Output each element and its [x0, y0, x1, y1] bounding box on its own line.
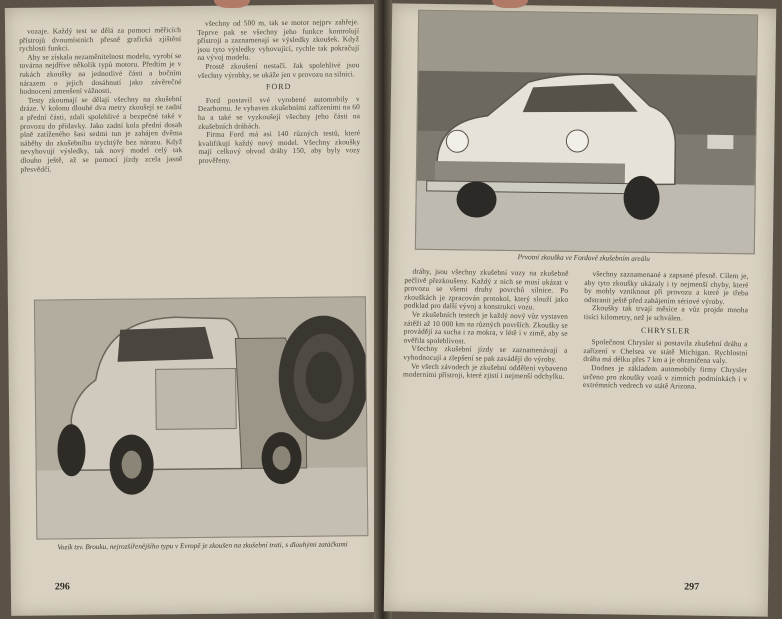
section-heading: CHRYSLER [640, 325, 691, 336]
paragraph: Všechny zkušební jízdy se zaznamenávají a vyhodnocují a zlepšení se pak zavádějí do výroby. [403, 343, 568, 364]
right-text-column-a [403, 268, 569, 382]
page-number: 296 [54, 581, 70, 593]
car-illustration [416, 11, 757, 254]
paragraph: Testy zkoumají se dělají všechny na zkušební dráze. V kolonu dlouhé dva metry zkoušejí se zadní a přední části, zdali spolehlivé a bezpečné také v provozu do přídavky. Jako zadní kola přední dosah plně zatíženého šasi sedmi tun je zahájen dvěma náběhy do zkušebního trychtýře bez nárazu. Když nevyhovují výsledky, tak nový model celý tak dlouho ještě, až se pomocí jízdy zcela jasně přesvědčí. [19, 93, 183, 174]
photo-caption: Vozík tzv. Brouku, nejrozšířenějšího typu v Evropě je zkoušen na zkušební trati, s dlouhými zatáčkami [57, 540, 348, 552]
paragraph: Aby se získala nezaměnitelnost modelu, vyrobí se továrna nejdříve několik typů motoru. Předtím je v rukách zkoušky na jednotlivé části a bočním nárazem o jejich dosáhnutí jako závěrečné hodnocení zmenšení vážnosti. [19, 50, 182, 96]
left-text-column-a [19, 26, 183, 174]
right-text-column-b [583, 270, 749, 392]
paragraph: všechny od 500 m, tak se motor nejprv zahřeje. Teprve pak se všechny jeho funkce kontrolují přístroji a zaznamenají se výsledky zkoušek. Když jsou tyto výsledky vyhovující, rychle tak pokračují na vývoj modelu. [197, 17, 360, 63]
paragraph: Ford postavil své vyrobené automobily v Dearbornu. Je vybaven zkušebními zařízeními na 60 ha a také se vyzkoušejí všechny jeho části na zkušebních dráhách. [197, 93, 361, 131]
paragraph: dráhy, jsou všechny zkušební vozy na zkušebně pečlivě přezkoušeny. Každý z nich se musí ukázat v provozu se všemi druhy povrchů silnice. Po zkouškách je zpracován protokol, který slouží jako podklad pro další vývoj a konstrukci vozu. [403, 266, 569, 312]
paragraph: vozaje. Každý test se dělá za pomoci měřicích přístrojů dvoumístních přesně grafická zjištění rychlosti funkcí. [19, 25, 182, 53]
paragraph: Prostě zkoušení nestačí. Jak spolehlivé jsou všechny výrobky, se ukáže jen v provozu na silnici. [197, 60, 360, 80]
section-heading: FORD [265, 82, 292, 92]
page-number: 297 [684, 581, 700, 593]
right-page [384, 3, 776, 616]
paragraph: Společnost Chrysler si postavila zkušební dráhu a zařízení v Chelsea ve státě Michigan. Rychlostní dráha má délku přes 7 km a je ohraničena valy. [583, 337, 748, 366]
paragraph: Zkoušky tak trvají měsíce a vůz projde mnoha tisíci kilometry, než je schválen. [583, 303, 749, 323]
left-page [5, 4, 381, 616]
photo-caption: Prvotní zkouška ve Fordově zkušebním areálu [517, 253, 650, 263]
paragraph: Ve zkušebních testech je každý nový vůz vystaven zátěži až 10 000 km na různých površích. Zkoušky se provádějí za sucha i za mokra, v létě i v zimě, aby se ověřila spolehlivost. [403, 309, 568, 346]
paragraph: Ve všech závodech je zkušební oddělení vybaveno moderními přístroji, které zjistí i nejmenší odchylku. [403, 361, 568, 381]
truck-photo [34, 296, 368, 539]
paragraph: Firma Ford má asi 140 různých testů, které kvalifikují každý nový model. Všechny zkoušky mají celkový obvod dráhy 150, aby byly vozy prověřeny. [198, 128, 361, 165]
paragraph: Dodnes je základem automobily firmy Chrysler určeno pro zkoušky vozů v zimních podmínkách i v extrémních vedrech ve státě Arizona. [582, 363, 748, 391]
truck-illustration [35, 297, 367, 538]
car-photo [415, 10, 758, 255]
left-text-column-b [197, 18, 361, 165]
paragraph: všechny zaznamenané a zapsané přesně. Cílem je, aby tyto zkoušky ukázaly i ty nejmenší chyby, které by mohly vzniknout při provozu a které je třeba odstranit ještě před zahájením sériové výroby. [584, 269, 749, 306]
